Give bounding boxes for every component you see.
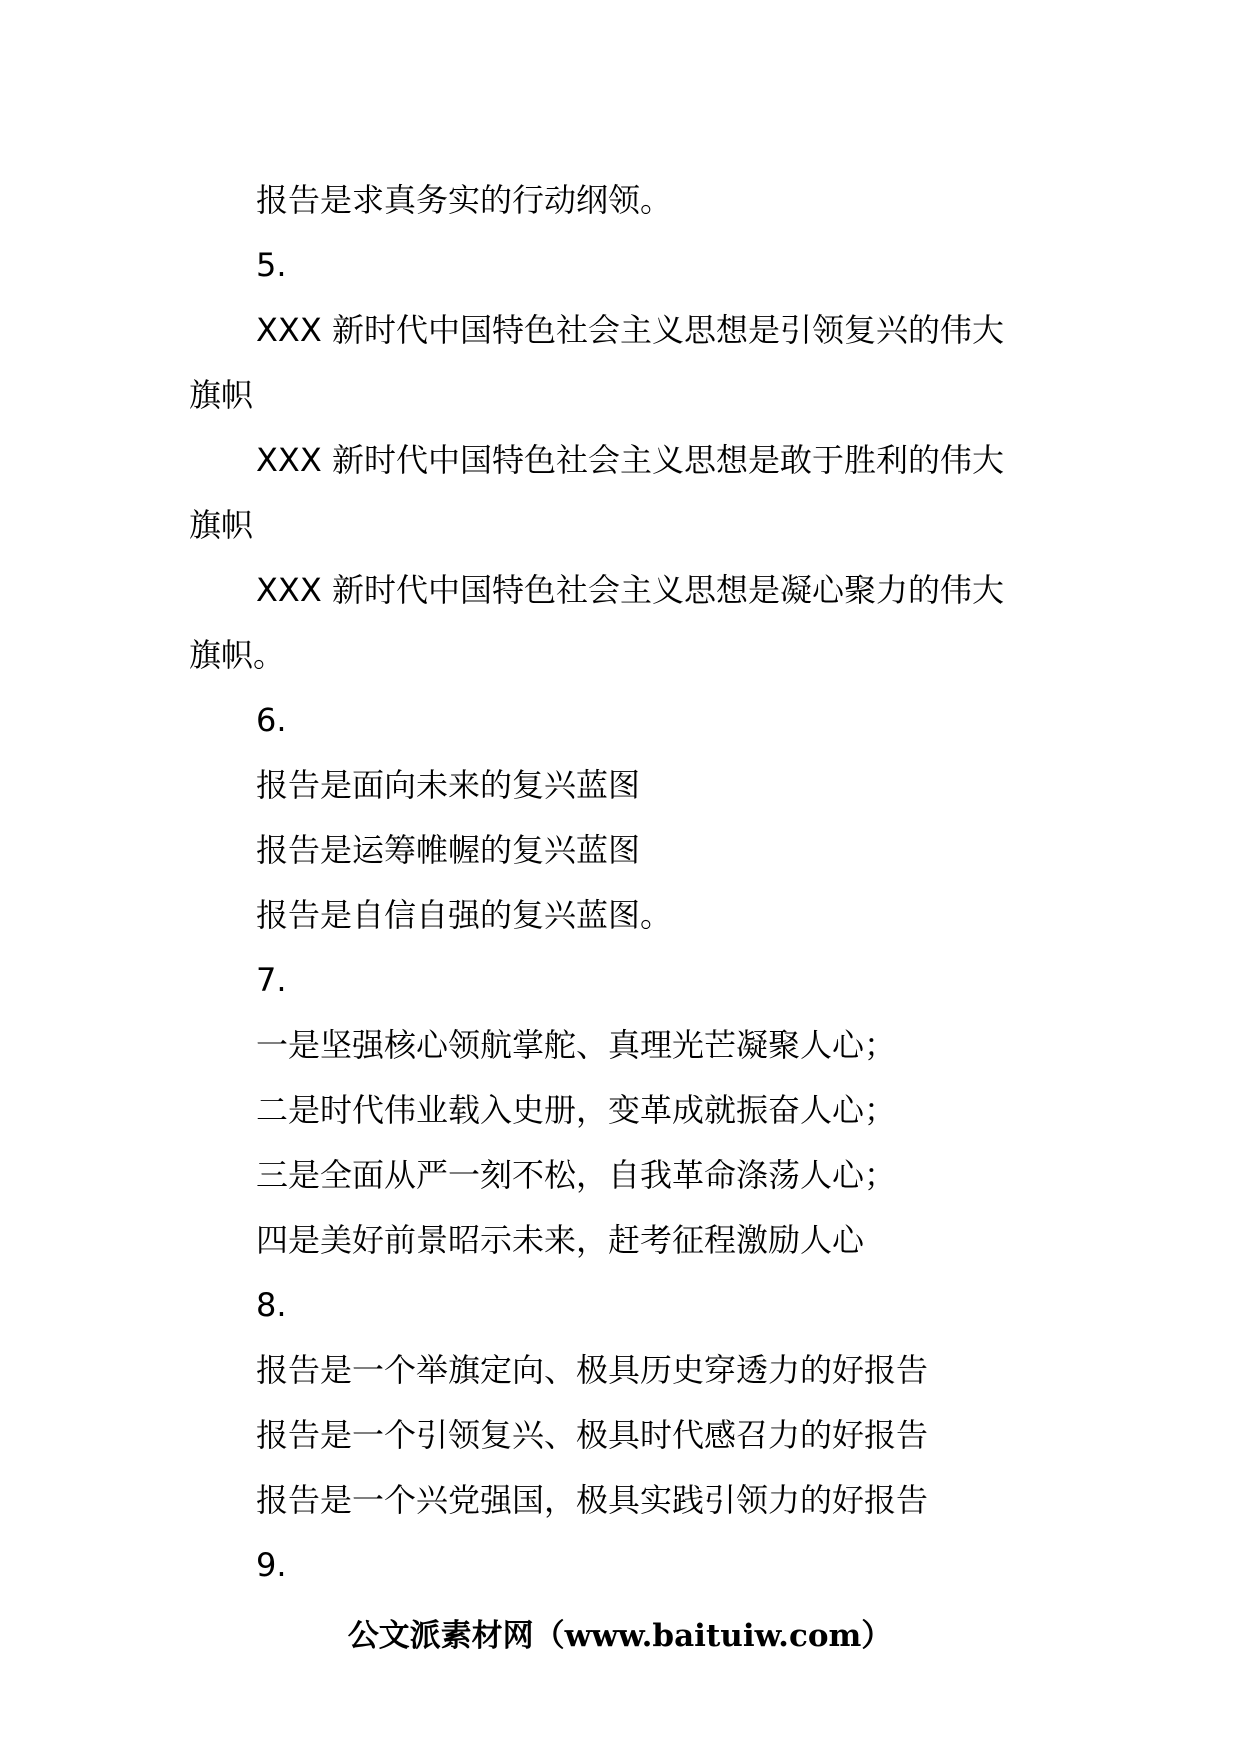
section-number: 5. <box>256 246 287 284</box>
section-number: 8. <box>256 1286 287 1324</box>
section-number: 7. <box>256 961 287 999</box>
paragraph-line: 旗帜 <box>189 376 254 414</box>
paragraph-line: XXX 新时代中国特色社会主义思想是引领复兴的伟大 <box>256 311 1004 349</box>
paragraph-line: 报告是一个兴党强国，极具实践引领力的好报告 <box>256 1481 929 1519</box>
paragraph-line: XXX 新时代中国特色社会主义思想是敢于胜利的伟大 <box>256 441 1004 479</box>
paragraph-line: 报告是运筹帷幄的复兴蓝图 <box>256 831 641 869</box>
paragraph-line: 旗帜 <box>189 506 254 544</box>
paragraph-line: 报告是一个引领复兴、极具时代感召力的好报告 <box>256 1416 929 1454</box>
paragraph-line: 旗帜。 <box>189 636 286 674</box>
section-number: 9. <box>256 1546 287 1584</box>
paragraph-line: 三是全面从严一刻不松，自我革命涤荡人心； <box>256 1156 897 1194</box>
paragraph-line: 四是美好前景昭示未来，赶考征程激励人心 <box>256 1221 865 1259</box>
section-number: 6. <box>256 701 287 739</box>
paragraph-line: 报告是求真务实的行动纲领。 <box>256 181 673 219</box>
document-body <box>189 168 1059 1598</box>
footer-watermark: 公文派素材网（www.baituiw.com） <box>347 1618 893 1654</box>
paragraph-line: 报告是自信自强的复兴蓝图。 <box>256 896 673 934</box>
paragraph-line: 一是坚强核心领航掌舵、真理光芒凝聚人心； <box>256 1026 897 1064</box>
paragraph-line: 报告是面向未来的复兴蓝图 <box>256 766 641 804</box>
paragraph-line: 二是时代伟业载入史册，变革成就振奋人心； <box>256 1091 897 1129</box>
paragraph-line: 报告是一个举旗定向、极具历史穿透力的好报告 <box>256 1351 929 1389</box>
paragraph-line: XXX 新时代中国特色社会主义思想是凝心聚力的伟大 <box>256 571 1004 609</box>
